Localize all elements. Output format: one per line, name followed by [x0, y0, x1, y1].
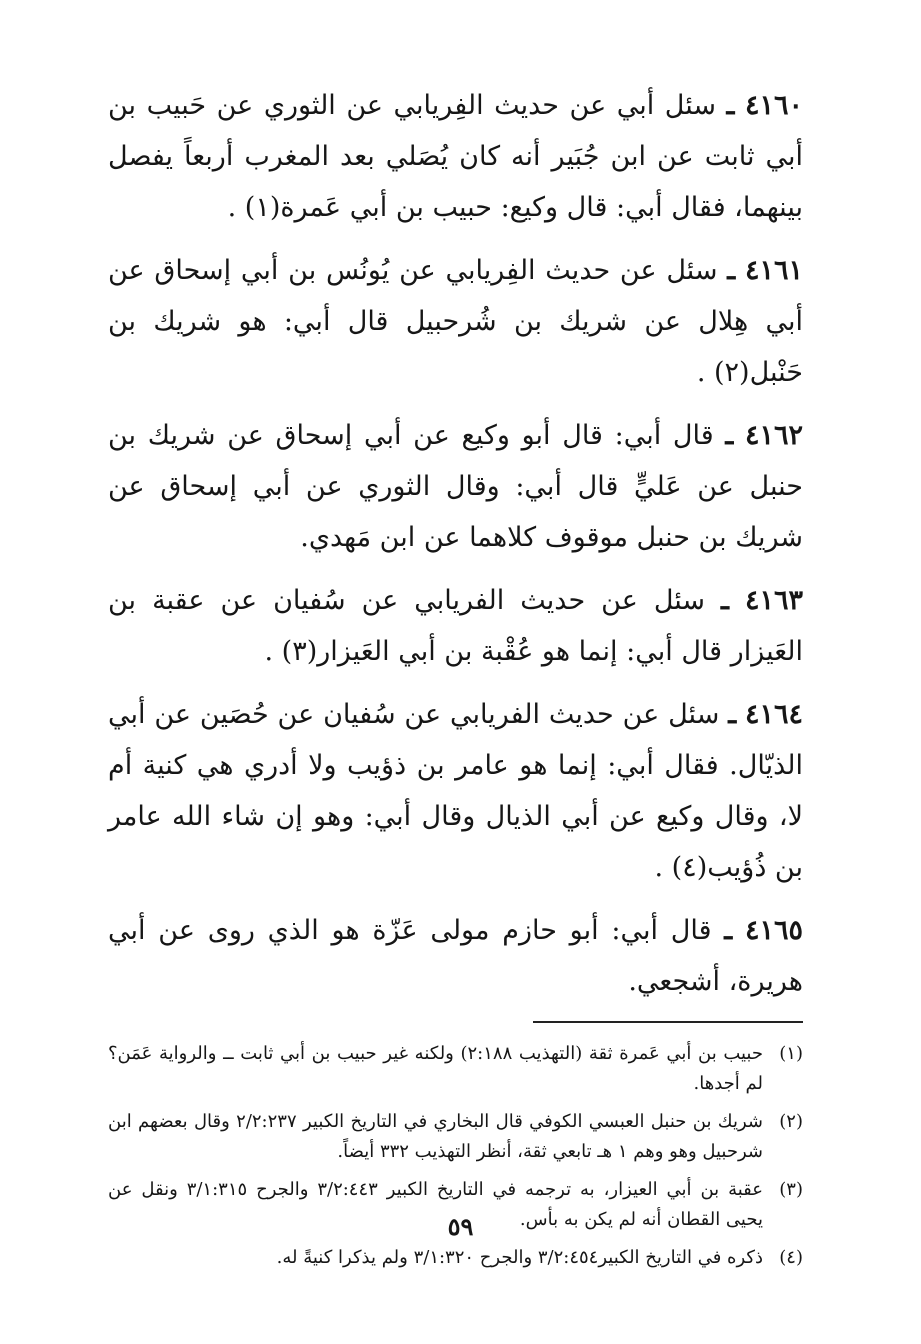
entry-4162 — [108, 410, 803, 563]
entry-number: ٤١٦٢ — [744, 420, 803, 451]
entry-4164 — [108, 689, 803, 893]
page-number: ٥٩ — [447, 1212, 474, 1241]
entry-text: سئل عن حديث الفريابي عن سُفيان عن عقبة بن العَيزار قال أبي: إنما هو عُقْبة بن أبي العَيزار(٣) . — [108, 585, 803, 667]
entry-number: ٤١٦٥ — [744, 915, 803, 946]
entry-4163 — [108, 575, 803, 677]
entry-text: قال أبي: أبو حازم مولى عَزّة هو الذي روى عن أبي هريرة، أشجعي. — [108, 915, 803, 997]
footnote-divider — [533, 1021, 803, 1023]
footnote-1 — [108, 1039, 803, 1099]
entry-dash: ـ — [725, 420, 734, 451]
entry-4160 — [108, 80, 803, 233]
footnote-text: عقبة بن أبي العيزار، به ترجمه في التاريخ الكبير ٣/٢:٤٤٣ والجرح ٣/١:٣١٥ ونقل عن يحيى القطان أنه لم يكن به بأس. — [108, 1179, 763, 1230]
footnote-text: شريك بن حنبل العبسي الكوفي قال البخاري في التاريخ الكبير ٢/٢:٢٣٧ وقال بعضهم ابن شرحبيل وهو وهم ١ هـ تابعي ثقة، أنظر التهذيب ٣٣٢ أيضاً. — [108, 1111, 763, 1162]
entry-number: ٤١٦٠ — [744, 90, 803, 121]
entry-dash: ـ — [726, 90, 735, 121]
footnote-number: (١) — [779, 1043, 803, 1064]
footnote-text: حبيب بن أبي عَمرة ثقة (التهذيب ٢:١٨٨) ولكنه غير حبيب بن أبي ثابت ــ والرواية عَمَن؟ لم أجدها. — [108, 1043, 763, 1094]
entry-4165 — [108, 905, 803, 1007]
footnote-2 — [108, 1107, 803, 1167]
entry-4161 — [108, 245, 803, 398]
footnote-text: ذكره في التاريخ الكبير٣/٢:٤٥٤ والجرح ٣/١:٣٢٠ ولم يذكرا كنيةً له. — [276, 1247, 763, 1268]
page-body — [108, 80, 803, 1280]
entry-number: ٤١٦٤ — [744, 699, 803, 730]
entry-dash: ـ — [727, 255, 736, 286]
footnote-number: (٣) — [779, 1179, 803, 1200]
entry-dash: ـ — [724, 915, 733, 946]
entry-text: سئل عن حديث الفريابي عن سُفيان عن حُصَين عن أبي الذيّال. فقال أبي: إنما هو عامر بن ذؤيب ولا أدري هي كنية أم لا، وقال وكيع عن أبي الذيال وقال أبي: وهو إن شاء الله عامر بن ذُؤيب(٤) . — [108, 699, 803, 883]
footnote-number: (٢) — [779, 1111, 803, 1132]
footnote-4 — [108, 1243, 803, 1273]
entry-dash: ـ — [721, 585, 729, 616]
entry-text: سئل عن حديث الفِريابي عن يُونُس بن أبي إسحاق عن أبي هِلال عن شريك بن شُرحبيل قال أبي: هو شريك بن حَنْبل(٢) . — [108, 255, 803, 388]
entry-number: ٤١٦٣ — [744, 585, 803, 616]
entry-number: ٤١٦١ — [744, 255, 803, 286]
entry-dash: ـ — [728, 699, 737, 730]
footnote-number: (٤) — [779, 1247, 803, 1268]
entry-text: سئل أبي عن حديث الفِريابي عن الثوري عن حَبيب بن أبي ثابت عن ابن جُبَير أنه كان يُصَلي بعد المغرب أربعاً يفصل بينهما، فقال أبي: قال وكيع: حبيب بن أبي عَمرة(١) . — [108, 90, 803, 223]
entry-text: قال أبي: قال أبو وكيع عن أبي إسحاق عن شريك بن حنبل عن عَليٍّ قال أبي: وقال الثوري عن أبي إسحاق عن شريك بن حنبل موقوف كلاهما عن ابن مَهدي. — [108, 420, 803, 553]
